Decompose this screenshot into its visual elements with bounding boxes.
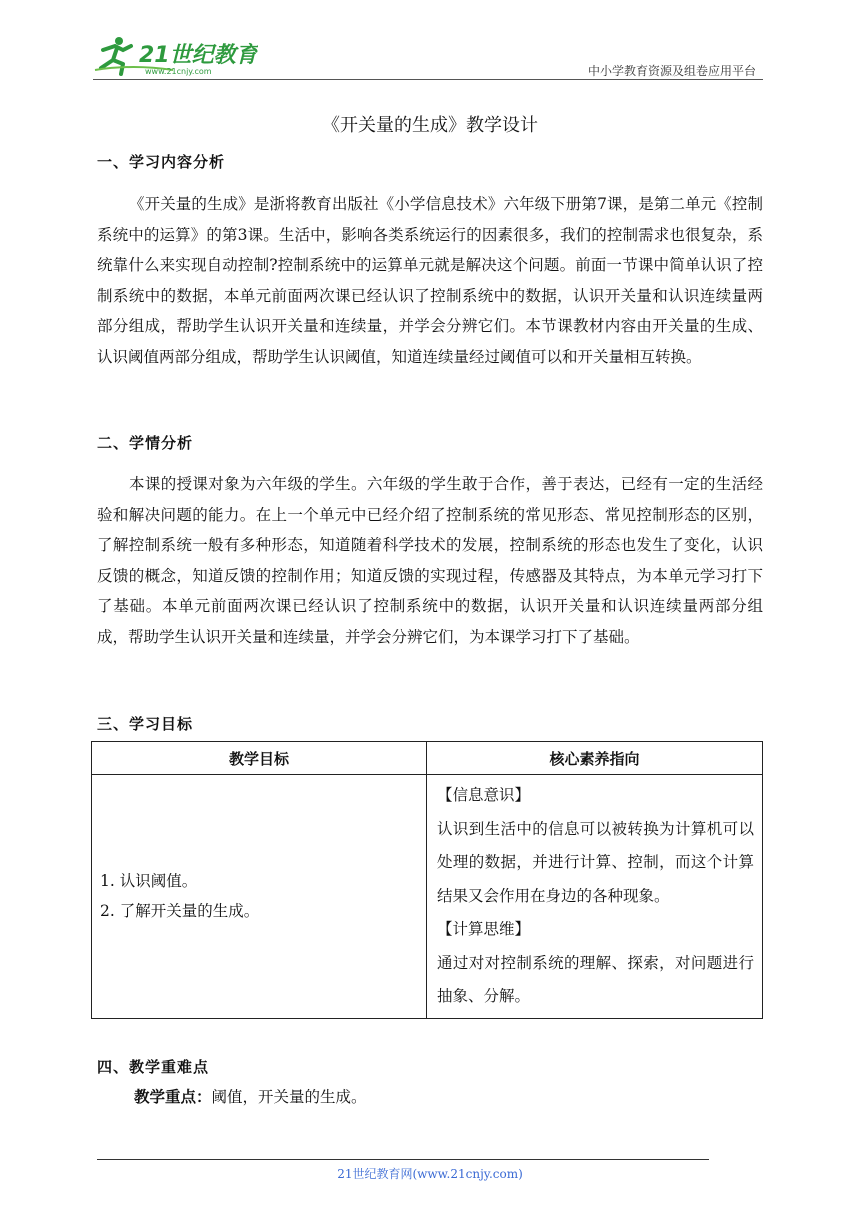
goal-item: 1. 认识阈值。 bbox=[100, 872, 198, 891]
key-point-text: 阈值，开关量的生成。 bbox=[211, 1088, 367, 1106]
section-heading-learner-analysis: 二、学情分析 bbox=[97, 434, 194, 452]
header-divider bbox=[93, 79, 763, 80]
teaching-goal-header: 教学目标 bbox=[92, 742, 427, 775]
key-point-label: 教学重点： bbox=[134, 1088, 212, 1106]
content-analysis-paragraph: 《开关量的生成》是浙将教育出版社《小学信息技术》六年级下册第7课，是第二单元《控制系统中的运算》的第3课。生活中，影响各类系统运行的因素很多，我们的控制需求也很复杂，系统靠什么来实现自动控制?控制系统中的运算单元就是解决这个问题。前面一节课中简单认识了控制系统中的数据，本单元前面两次课已经认识了控制系统中的数据，认识开关量和认识连续量两部分组成，帮助学生认识开关量和连续量，并学会分辨它们。本节课教材内容由开关量的生成、认识阈值两部分组成，帮助学生认识阈值，知道连续量经过阈值可以和开关量相互转换。 bbox=[97, 195, 763, 366]
goal-item: 2. 了解开关量的生成。 bbox=[100, 902, 260, 921]
footer-divider bbox=[97, 1159, 709, 1160]
logo-graphic bbox=[93, 34, 258, 78]
teaching-goals-cell bbox=[92, 775, 427, 1019]
runner-head-icon bbox=[115, 37, 123, 45]
site-logo bbox=[93, 34, 258, 78]
competency-text: 认识到生活中的信息可以被转换为计算机可以处理的数据，并进行计算、控制，而这个计算结果又会作用在身边的各种现象。 bbox=[437, 819, 754, 905]
document-title: 《开关量的生成》教学设计 bbox=[322, 115, 538, 136]
learner-analysis-paragraph: 本课的授课对象为六年级的学生。六年级的学生敢于合作，善于表达，已经有一定的生活经验和解决问题的能力。在上一个单元中已经介绍了控制系统的常见形态、常见控制形态的区别，了解控制系统一般有多种形态，知道随着科学技术的发展，控制系统的形态也发生了变化，认识反馈的概念，知道反馈的控制作用；知道反馈的实现过程，传感器及其特点，为本单元学习打下了基础。本单元前面两次课已经认识了控制系统中的数据，认识开关量和认识连续量两部分组成，帮助学生认识开关量和连续量，并学会分辨它们，为本课学习打下了基础。 bbox=[97, 475, 763, 646]
logo-text: 21世纪教育 bbox=[139, 43, 258, 68]
competency-cell bbox=[427, 775, 763, 1019]
section-heading-content-analysis: 一、学习内容分析 bbox=[97, 153, 226, 171]
competency-title: 【信息意识】 bbox=[437, 786, 531, 804]
logo-url: www.21cnjy.com bbox=[145, 67, 212, 76]
table-row bbox=[92, 775, 763, 1019]
table-header-row bbox=[92, 742, 763, 775]
section-heading-key-points: 四、教学重难点 bbox=[97, 1058, 210, 1076]
key-point-line bbox=[134, 1085, 367, 1107]
objectives-table bbox=[91, 741, 763, 1019]
core-competency-header: 核心素养指向 bbox=[427, 742, 763, 775]
platform-name: 中小学教育资源及组卷应用平台 bbox=[587, 64, 756, 78]
competency-text: 通过对对控制系统的理解、探索，对问题进行抽象、分解。 bbox=[437, 953, 754, 1005]
footer-link[interactable]: 21世纪教育网(www.21cnjy.com) bbox=[337, 1167, 523, 1181]
competency-title: 【计算思维】 bbox=[437, 920, 531, 938]
section-heading-learning-objectives: 三、学习目标 bbox=[97, 715, 194, 733]
runner-legs-icon bbox=[101, 48, 123, 74]
